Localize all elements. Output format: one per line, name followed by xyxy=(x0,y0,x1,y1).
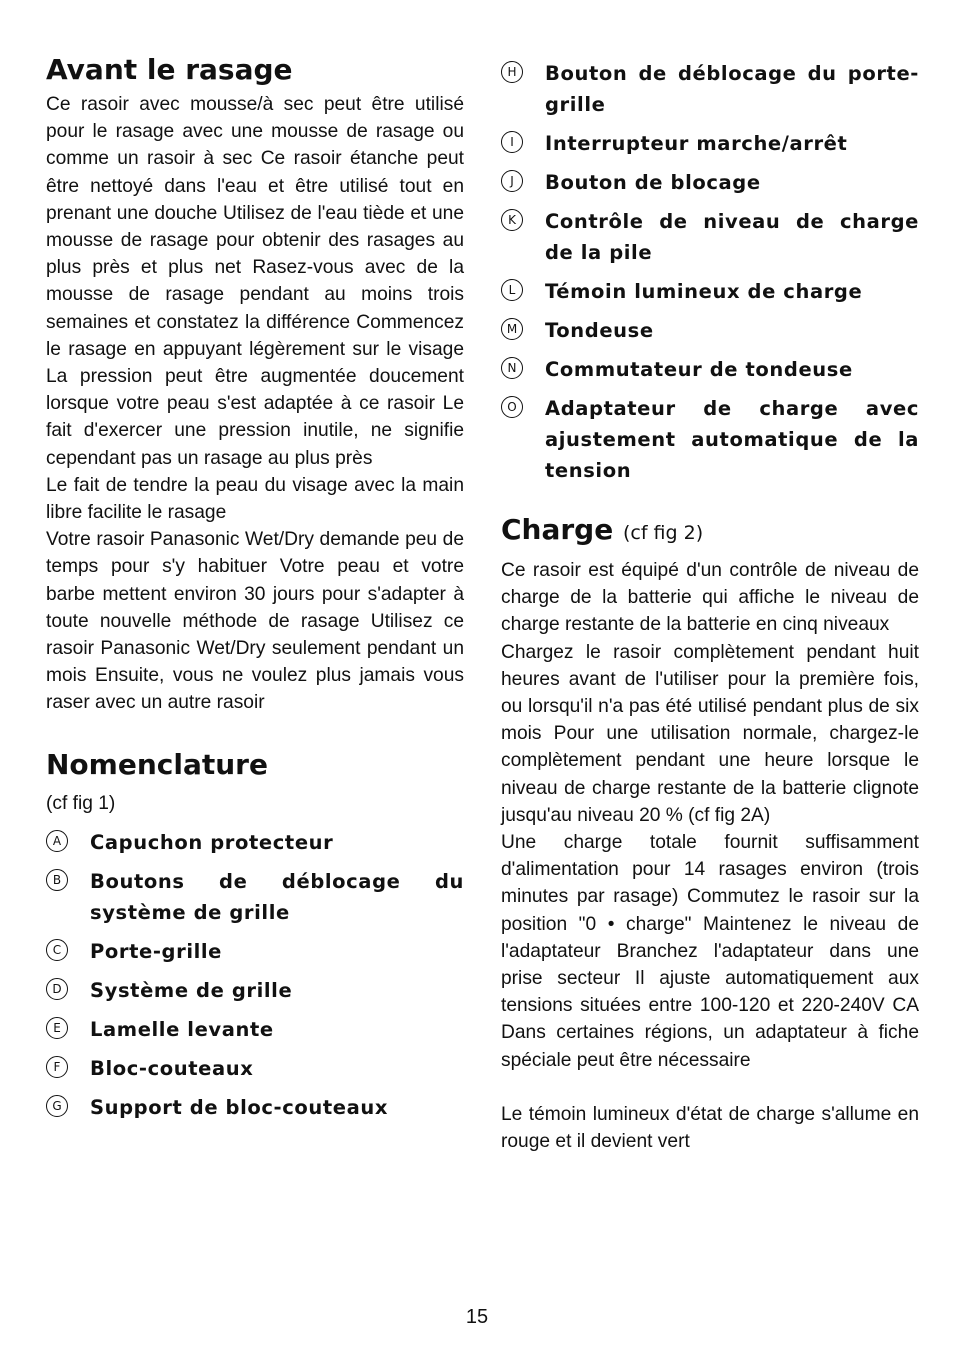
letter-marker: J xyxy=(501,170,523,192)
paragraph: Votre rasoir Panasonic Wet/Dry demande peu de temps pour s'y habituer Votre peau et votre barbe mettent environ 30 jours pour s'adapter à toute nouvelle méthode de rasage Utilisez ce rasoir Panasonic Wet/Dry seulement pendant un mois Ensuite, vous ne voulez plus jamais vous raser avec un autre rasoir xyxy=(46,529,464,714)
list-item xyxy=(501,58,919,120)
letter-marker: N xyxy=(501,357,523,379)
list-item xyxy=(501,128,919,159)
item-label: Porte-grille xyxy=(90,939,222,963)
item-label: Bouton de blocage xyxy=(545,171,761,194)
item-label: Support de bloc-couteaux xyxy=(90,1095,389,1119)
letter-marker: L xyxy=(501,279,523,301)
letter-marker: C xyxy=(46,939,68,961)
letter-marker: E xyxy=(46,1017,68,1039)
item-label: Adaptateur de charge avec ajustement automatique de la tension xyxy=(545,397,919,482)
list-item xyxy=(501,393,919,486)
letter-marker: O xyxy=(501,396,523,418)
item-label: Interrupteur marche/arrêt xyxy=(545,132,848,155)
item-label: Bouton de déblocage du porte-grille xyxy=(545,62,919,116)
letter-marker: I xyxy=(501,131,523,153)
nomenclature-list-continued xyxy=(501,58,919,486)
item-label: Tondeuse xyxy=(545,319,654,342)
list-item xyxy=(501,167,919,198)
item-label: Lamelle levante xyxy=(90,1017,274,1041)
list-item xyxy=(46,827,464,858)
letter-marker: A xyxy=(46,830,68,852)
section-title-nomenclature: Nomenclature xyxy=(46,747,268,781)
paragraph: Chargez le rasoir complètement pendant huit heures avant de l'utiliser pour la première fois, ou lorsqu'il n'a pas été utilisé pendant plus de six mois Pour une utilisation normale, chargez-le complètement pendant une heure lorsque le niveau de charge restante de la batterie clignote jusqu'au niveau 20 % (cf fig 2A) xyxy=(501,641,919,826)
letter-marker: F xyxy=(46,1056,68,1078)
list-item xyxy=(46,1053,464,1084)
section-body-avant-le-rasage xyxy=(46,91,464,717)
item-label: Bloc-couteaux xyxy=(90,1056,254,1080)
figure-reference: (cf fig 2) xyxy=(622,522,704,544)
paragraph: Le témoin lumineux d'état de charge s'allume en rouge et il devient vert xyxy=(501,1103,919,1153)
item-label: Contrôle de niveau de charge de la pile xyxy=(545,210,919,264)
paragraph: Le fait de tendre la peau du visage avec la main libre facilite le rasage xyxy=(46,474,464,524)
item-label: Témoin lumineux de charge xyxy=(545,280,863,303)
page-number: 15 xyxy=(465,1306,489,1328)
letter-marker: G xyxy=(46,1095,68,1117)
list-item xyxy=(46,866,464,928)
list-item xyxy=(501,276,919,307)
list-item xyxy=(501,315,919,346)
list-item xyxy=(501,354,919,385)
list-item xyxy=(501,206,919,268)
item-label: Commutateur de tondeuse xyxy=(545,358,853,381)
section-title-text: Charge xyxy=(501,513,614,546)
list-item xyxy=(46,1014,464,1045)
left-column xyxy=(46,52,464,1131)
list-item xyxy=(46,975,464,1006)
figure-reference: (cf fig 1) xyxy=(46,792,116,814)
nomenclature-list xyxy=(46,827,464,1123)
section-title-avant-le-rasage: Avant le rasage xyxy=(46,53,293,86)
item-label: Système de grille xyxy=(90,978,293,1002)
paragraph: Une charge totale fournit suffisamment d'alimentation pour 14 rasages environ (trois minutes par rasage) Commutez le rasoir sur la position "0 • charge" Maintenez le niveau de l'adaptateur Branchez l'adaptateur dans une prise secteur Il ajuste automatiquement aux tensions situées entre 100-120 et 220-240V CA Dans certaines régions, un adaptateur à fiche spéciale peut être nécessaire xyxy=(501,832,919,1071)
letter-marker: K xyxy=(501,209,523,231)
letter-marker: M xyxy=(501,318,523,340)
section-body-charge xyxy=(501,557,919,1155)
item-label: Boutons de déblocage du système de grille xyxy=(90,869,464,924)
list-item xyxy=(46,1092,464,1123)
letter-marker: H xyxy=(501,61,523,83)
paragraph: Ce rasoir avec mousse/à sec peut être utilisé pour le rasage avec une mousse de rasage ou comme un rasoir à sec Ce rasoir étanche peut être nettoyé dans l'eau et être utilisé tout en prenant une douche Utilisez de l'eau tiède et une mousse de rasage pour obtenir des rasages au plus près et plus net Rasez-vous avec de la mousse de rasage pendant au moins trois semaines et constatez la différence Commencez le rasage en appuyant légèrement sur le visage La pression peut être augmentée doucement lorsque votre peau s'est adaptée à ce rasoir Le fait d'exercer une pression inutile, ne signifie cependant pas un rasage au plus près xyxy=(46,94,464,469)
right-column xyxy=(501,58,919,1155)
item-label: Capuchon protecteur xyxy=(90,830,334,854)
letter-marker: B xyxy=(46,869,68,891)
letter-marker: D xyxy=(46,978,68,1000)
list-item xyxy=(46,936,464,967)
section-title-charge xyxy=(501,512,919,547)
paragraph: Ce rasoir est équipé d'un contrôle de niveau de charge de la batterie qui affiche le niveau de charge restante de la batterie en cinq niveaux xyxy=(501,560,919,636)
